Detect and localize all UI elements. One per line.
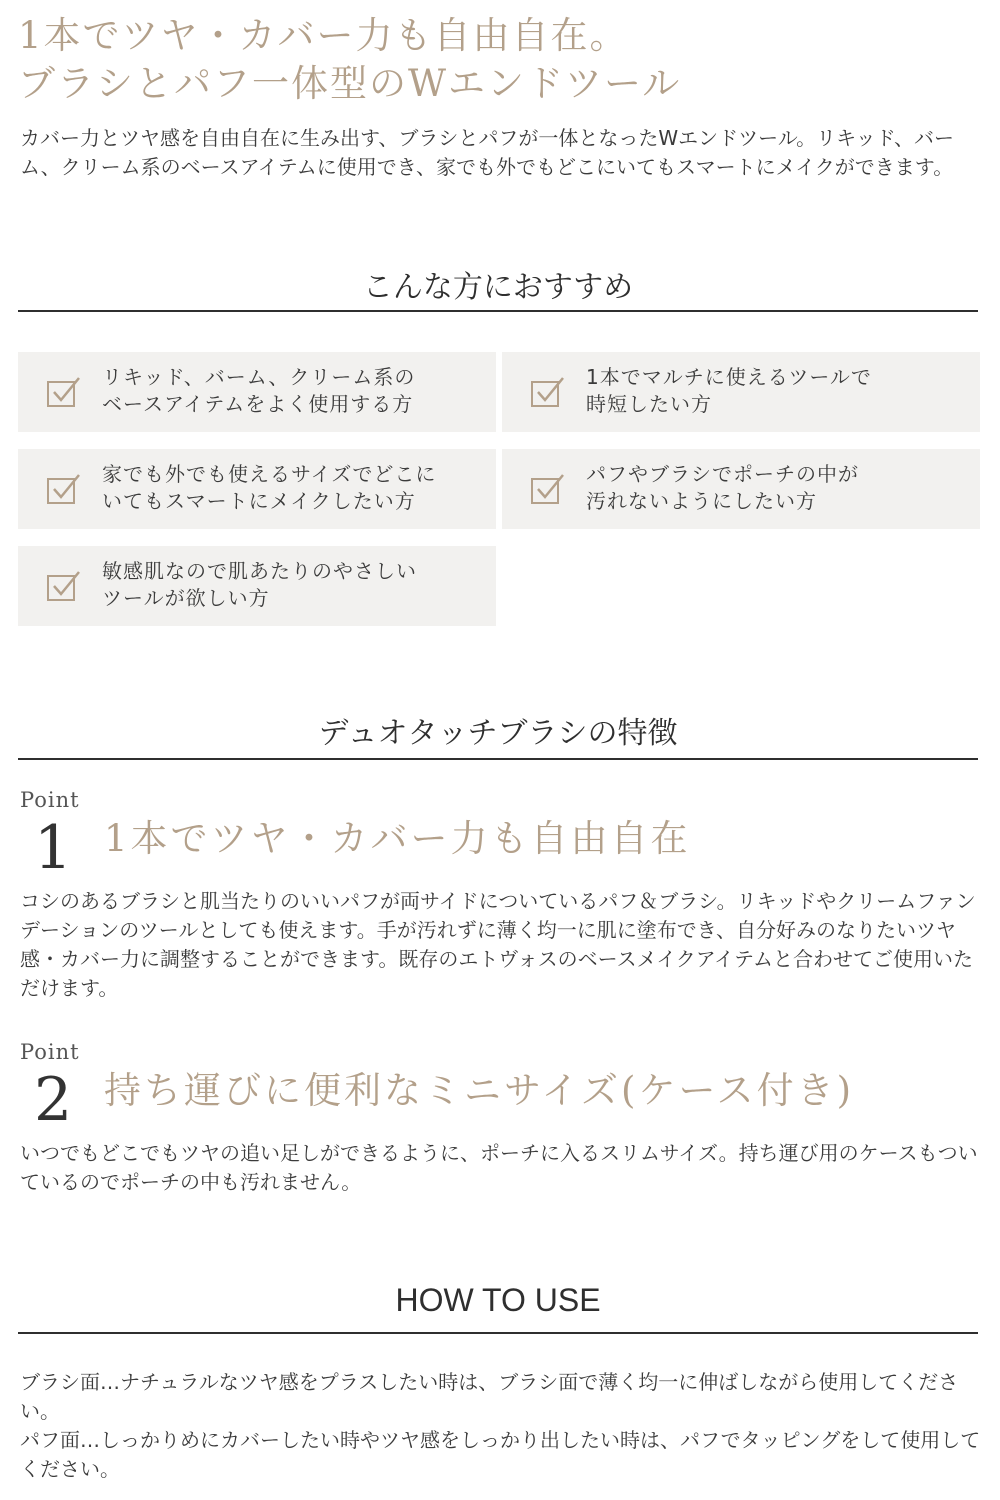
point-label: Point xyxy=(20,788,80,812)
recommend-item xyxy=(502,352,980,432)
how-to-use-puff: パフ面…しっかりめにカバーしたい時やツヤ感をしっかり出したい時は、パフでタッピングをして使用してください。 xyxy=(20,1428,981,1481)
point-number: 2 xyxy=(34,1065,73,1135)
checkbox-checked-icon xyxy=(46,374,82,410)
checkbox-checked-icon xyxy=(530,374,566,410)
checkbox-checked-icon xyxy=(530,471,566,507)
point-number: 1 xyxy=(34,813,73,883)
recommend-item-text: 1本でマルチに使えるツールで 時短したい方 xyxy=(586,365,872,416)
recommend-item-text: リキッド、バーム、クリーム系の ベースアイテムをよく使用する方 xyxy=(102,365,416,416)
hero-description: カバー力とツヤ感を自由自在に生み出す、ブラシとパフが一体となったWエンドツール。リキッド、バーム、クリーム系のベースアイテムに使用でき、家でも外でもどこにいてもスマートにメイクができます。 xyxy=(20,126,954,179)
hero-title xyxy=(18,12,681,108)
checkbox-checked-icon xyxy=(46,568,82,604)
recommend-item-text: パフやブラシでポーチの中が 汚れないようにしたい方 xyxy=(586,462,859,513)
hero-title-line2: ブラシとパフ一体型のWエンドツール xyxy=(18,62,682,105)
hero-title-line1: 1本でツヤ・カバー力も自由自在。 xyxy=(18,14,629,57)
recommend-item xyxy=(18,449,496,529)
point-title: 1本でツヤ・カバー力も自由自在 xyxy=(104,817,691,860)
point-label: Point xyxy=(20,1040,80,1064)
recommend-item xyxy=(502,449,980,529)
how-to-use-heading: HOW TO USE xyxy=(18,1282,978,1334)
point-body: コシのあるブラシと肌当たりのいいパフが両サイドについているパフ＆ブラシ。リキッドやクリームファンデーションのツールとしても使えます。手が汚れずに薄く均一に肌に塗布でき、自分好みのなりたいツヤ感・カバー力に調整することができます。既存のエトヴォスのベースメイクアイテムと合わせてご使用いただけます。 xyxy=(20,889,976,1000)
how-to-use-brush: ブラシ面…ナチュラルなツヤ感をプラスしたい時は、ブラシ面で薄く均一に伸ばしながら使用してください。 xyxy=(20,1370,959,1423)
recommend-item-text: 敏感肌なので肌あたりのやさしい ツールが欲しい方 xyxy=(102,559,417,610)
recommend-item xyxy=(18,352,496,432)
recommend-item-text: 家でも外でも使えるサイズでどこに いてもスマートにメイクしたい方 xyxy=(102,462,437,513)
point-body: いつでもどこでもツヤの追い足しができるように、ポーチに入るスリムサイズ。持ち運び用のケースもついているのでポーチの中も汚れません。 xyxy=(20,1141,978,1194)
recommend-item xyxy=(18,546,496,626)
point-title: 持ち運びに便利なミニサイズ(ケース付き) xyxy=(104,1069,855,1112)
checkbox-checked-icon xyxy=(46,471,82,507)
recommend-heading: こんな方におすすめ xyxy=(18,262,978,312)
features-heading: デュオタッチブラシの特徴 xyxy=(18,708,978,760)
